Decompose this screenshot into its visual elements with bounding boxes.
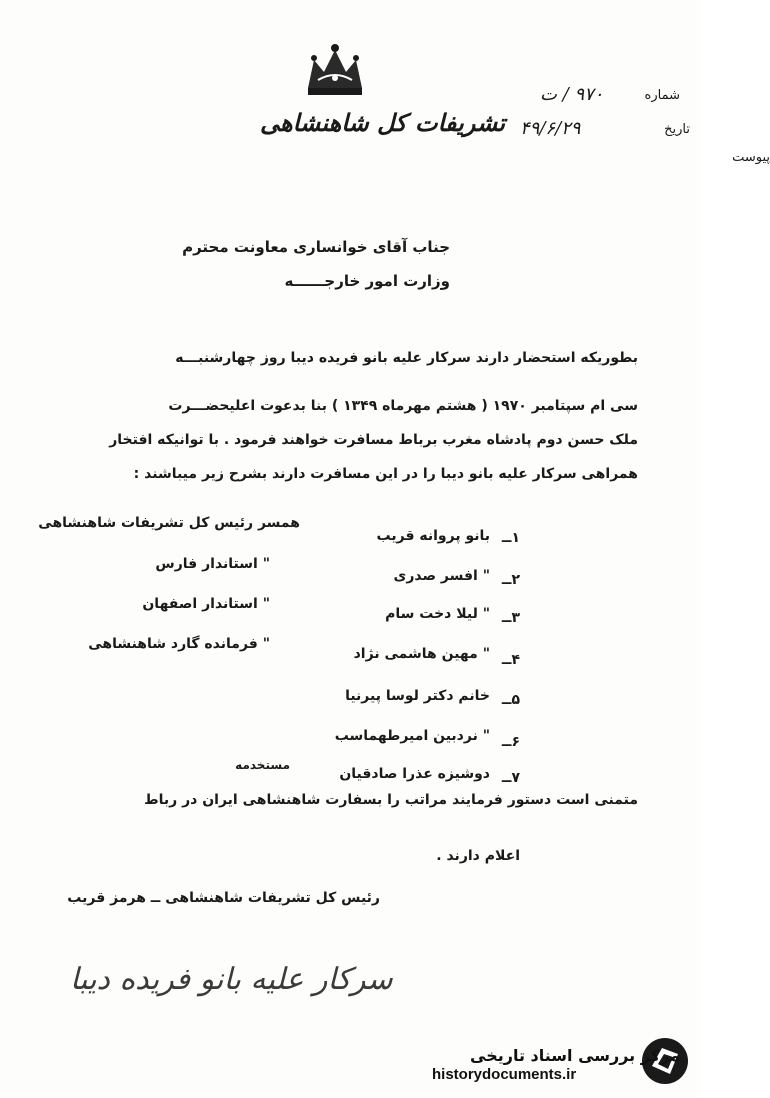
body-line-1: بطوریکه استحضار دارند سرکار علیه بانو فریده دیبا روز چهارشنبـــه	[175, 350, 638, 366]
letterhead-title: تشریفات کل شاهنشاهی	[260, 108, 506, 137]
recipient-line-1: جناب آقای خوانساری معاونت محترم	[182, 238, 450, 256]
body-line-4: همراهی سرکار علیه بانو دیبا را در این مسافرت دارند بشرح زیر میباشند :	[133, 466, 638, 482]
list-item-1-title: همسر رئیس کل تشریفات شاهنشاهی	[38, 515, 300, 531]
recipient-line-2: وزارت امور خارجــــــه	[284, 272, 450, 290]
attachment-label: پیوست	[732, 150, 770, 165]
list-item-1-name: بانو پروانه قریب	[376, 528, 490, 544]
number-label: شماره	[644, 88, 680, 103]
list-item-5-num: ۵ــ	[501, 692, 520, 708]
list-item-2-num: ۲ــ	[501, 572, 520, 588]
list-item-7-name: دوشیزه عذرا صادقیان	[339, 766, 490, 782]
list-item-6-name: " نردبین امیرطهماسب	[334, 728, 490, 744]
closing-line-1: متمنی است دستور فرمایند مراتب را بسفارت شاهنشاهی ایران در رباط	[144, 792, 638, 808]
list-item-2-name: " افسر صدری	[393, 568, 490, 584]
handwritten-note: سرکار علیه بانو فریده دیبا	[70, 962, 393, 997]
list-item-6-num: ۶ــ	[501, 734, 520, 750]
footer-url: historydocuments.ir	[432, 1066, 577, 1083]
list-item-3-name: " لیلا دخت سام	[385, 606, 490, 622]
list-item-4-num: ۴ــ	[501, 652, 520, 668]
body-line-3: ملک حسن دوم پادشاه مغرب برباط مسافرت خواهند فرمود . با توانیکه افتخار	[109, 432, 638, 448]
list-item-7-title: مستخدمه	[235, 758, 290, 772]
footer-org-name: مرکز بررسی اسناد تاریخی	[470, 1046, 680, 1065]
closing-line-2: اعلام دارند .	[436, 848, 520, 864]
date-value: ۴۹/۶/۲۹	[520, 118, 581, 139]
body-line-2: سی ام سپتامبر ۱۹۷۰ ( هشتم مهرماه ۱۳۴۹ ) بنا بدعوت اعلیحضـــرت	[168, 398, 638, 414]
list-item-2-title: " استاندار فارس	[155, 556, 270, 572]
list-item-7-num: ۷ــ	[501, 770, 520, 786]
list-item-1-num: ۱ــ	[501, 530, 520, 546]
signature-line: رئیس کل تشریفات شاهنشاهی ــ هرمز قریب	[67, 890, 380, 906]
crown-emblem-icon	[300, 40, 370, 100]
list-item-3-title: " استاندار اصفهان	[142, 596, 270, 612]
list-item-5-name: خانم دکتر لوسا پیرنیا	[345, 688, 490, 704]
list-item-4-title: " فرمانده گارد شاهنشاهی	[88, 636, 270, 652]
date-label: تاریخ	[664, 122, 690, 137]
number-value: ۹۷۰ / ت	[540, 84, 604, 105]
list-item-4-name: " مهین هاشمی نژاد	[353, 646, 490, 662]
list-item-3-num: ۳ــ	[501, 610, 520, 626]
